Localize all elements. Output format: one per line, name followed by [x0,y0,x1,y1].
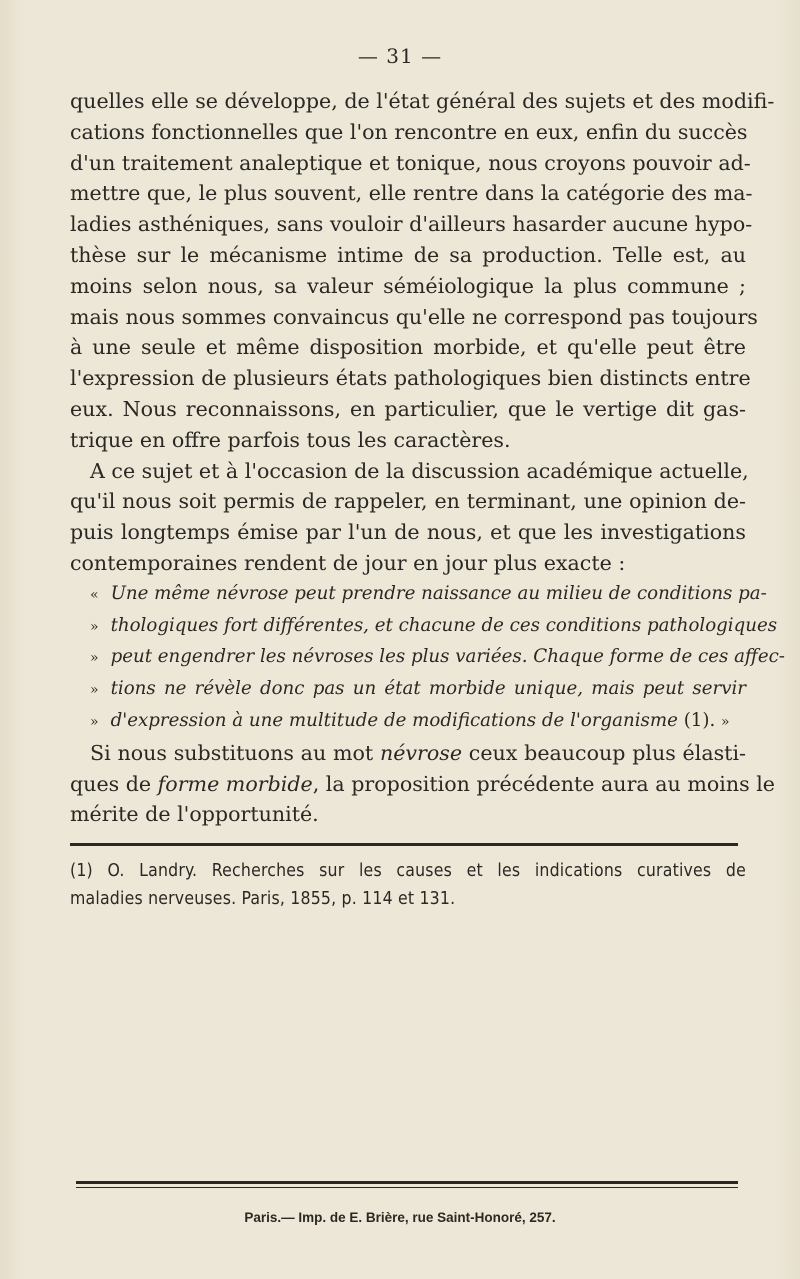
quote-mark: « [90,586,99,603]
text-line: ladies asthéniques, sans vouloir d'ailleurs hasarder aucune hypo- [70,212,753,237]
quote-close-mark: » [721,713,730,730]
paragraph-2 [70,456,749,579]
text-run: ceux beaucoup plus élasti- [462,740,746,765]
quote-text: d'expression à une multitude de modifications de l'organisme [110,709,678,731]
footnote-rule [70,843,738,846]
body-text [70,86,785,830]
text-line: eux. Nous reconnaissons, en particulier, que le vertige dit gas- [70,396,746,421]
quote-line [70,579,767,611]
paragraph-1 [70,86,775,456]
bottom-rule-thin [76,1187,738,1188]
footnote-line: (1) O. Landry. Recherches sur les causes et les indications curatives de [70,861,746,881]
text-line: mérite de l'opportunité. [70,802,319,827]
text-line: à une seule et même disposition morbide, et qu'elle peut être [70,335,746,360]
text-line: moins selon nous, sa valeur séméiologique la plus commune ; [70,273,746,298]
footnote-ref: (1). [683,709,716,731]
text-line: quelles elle se développe, de l'état général des sujets et des modifi- [70,89,775,113]
quote-mark: » [90,650,99,667]
text-line: l'expression de plusieurs états pathologiques bien distincts entre [70,366,751,391]
text-run: ques de [70,771,158,796]
footnote-line: maladies nerveuses. Paris, 1855, p. 114 et 131. [70,888,456,909]
emphasis: névrose [379,740,463,765]
text-line: mettre que, le plus souvent, elle rentre dans la catégorie des ma- [70,181,753,206]
quote-line [70,642,785,674]
text-line [70,738,746,769]
quote-mark: » [90,618,99,635]
printer-imprint: Paris.— Imp. de E. Brière, rue Saint-Honoré, 257. [244,1210,556,1225]
emphasis: forme morbide [157,771,313,796]
text-run: Si nous substituons au mot [90,740,380,765]
quote-mark: » [90,682,99,699]
quote-text: peut engendrer les névroses les plus variées. Chaque forme de ces affec- [110,646,785,668]
text-line: cations fonctionnelles que l'on rencontre en eux, enfin du succès [70,119,748,144]
quote-text: tions ne révèle donc pas un état morbide unique, mais peut servir [110,678,746,700]
text-line: qu'il nous soit permis de rappeler, en terminant, une opinion de- [70,489,746,514]
page-number: — 31 — [357,44,443,68]
quote-line [70,611,778,643]
bottom-rule [76,1181,738,1184]
text-line: A ce sujet et à l'occasion de la discussion académique actuelle, [90,458,749,483]
text-line: trique en offre parfois tous les caractères. [70,427,511,452]
quote-text: Une même névrose peut prendre naissance au milieu de conditions pa- [110,582,767,604]
text-line: puis longtemps émise par l'un de nous, et que les investigations [70,520,746,545]
text-line: mais nous sommes convaincus qu'elle ne correspond pas toujours [70,304,758,329]
quote-line [70,706,746,738]
text-line: contemporaines rendent de jour en jour plus exacte : [70,550,626,575]
text-run: , la proposition précédente aura au moins le [312,771,775,796]
quote-text: thologiques fort différentes, et chacune de ces conditions pathologiques [110,614,778,636]
text-line [70,769,775,800]
text-line: d'un traitement analeptique et tonique, nous croyons pouvoir ad- [70,150,751,175]
quote-mark: » [90,713,99,730]
paragraph-3 [70,738,775,830]
block-quote [70,579,785,738]
footnote [70,858,746,913]
quote-line [70,674,746,706]
text-line: thèse sur le mécanisme intime de sa production. Telle est, au [70,242,746,267]
